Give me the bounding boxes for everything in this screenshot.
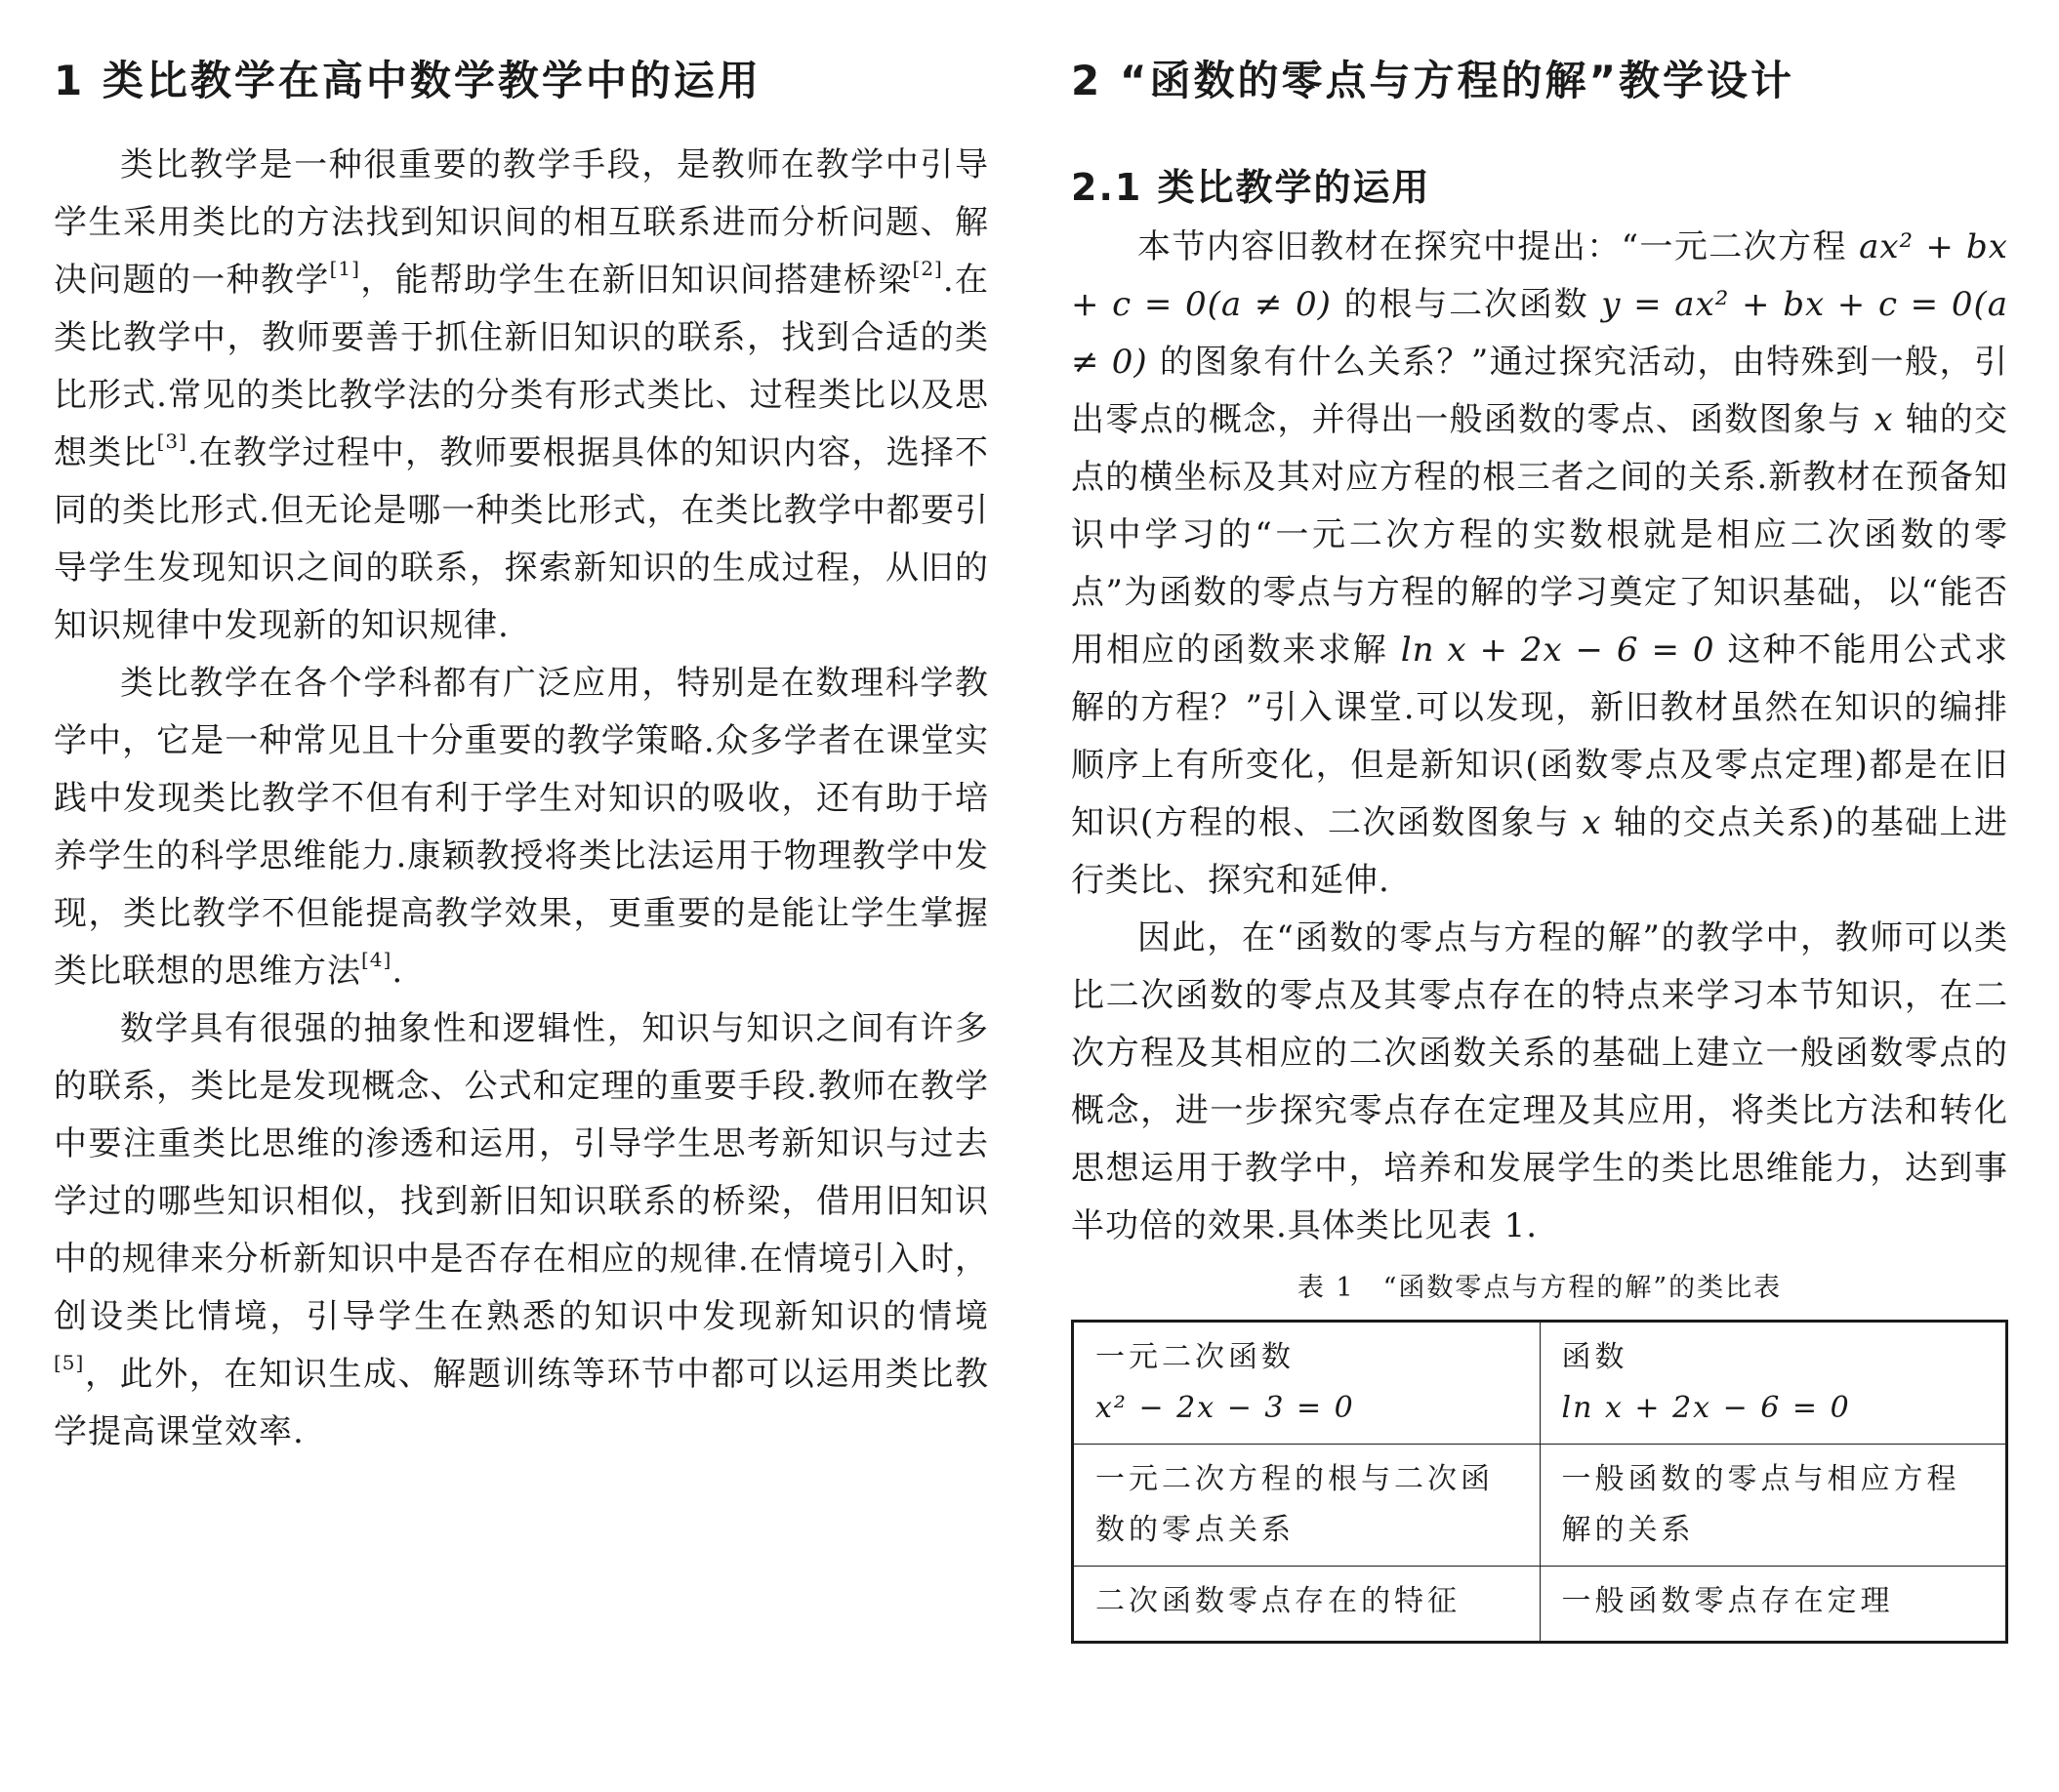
table-cell: 一元二次函数 x² − 2x − 3 = 0 — [1073, 1322, 1541, 1445]
citation-3: [3] — [156, 429, 187, 453]
table-cell: 函数 ln x + 2x − 6 = 0 — [1540, 1322, 2007, 1445]
right-column — [1071, 39, 2008, 1644]
analogy-table — [1071, 1320, 2008, 1644]
citation-2: [2] — [912, 257, 943, 280]
table-row — [1073, 1445, 2007, 1567]
table-row — [1073, 1567, 2007, 1643]
equation-ln: ln x + 2x − 6 = 0 — [1400, 631, 1715, 670]
variable-x: x — [1582, 803, 1602, 842]
citation-1: [1] — [329, 257, 360, 280]
section-1-heading: 1 类比教学在高中数学教学中的运用 — [54, 57, 762, 104]
citation-4: [4] — [361, 948, 392, 971]
table-cell: 一般函数零点存在定理 — [1540, 1567, 2007, 1643]
equation-quadratic-function: y = ax² + bx + c = 0(a ≠ 0) — [1071, 285, 2008, 382]
table-cell: 一般函数的零点与相应方程解的关系 — [1540, 1445, 2007, 1567]
equation-quadratic: ax² + bx + c = 0(a ≠ 0) — [1071, 227, 2008, 324]
left-column — [54, 39, 989, 1461]
section-2-1-heading: 2.1 类比教学的运用 — [1071, 166, 1431, 209]
variable-x: x — [1874, 400, 1894, 439]
table-caption: 表 1 “函数零点与方程的解”的类比表 — [1297, 1273, 1783, 1303]
table-cell: 一元二次方程的根与二次函数的零点关系 — [1073, 1445, 1541, 1567]
table-cell: 二次函数零点存在的特征 — [1073, 1567, 1541, 1643]
section-2-heading: 2 “函数的零点与方程的解”教学设计 — [1071, 57, 1795, 104]
left-paragraph-3: 数学具有很强的抽象性和逻辑性，知识与知识之间有许多的联系，类比是发现概念、公式和定理的重要手段.教师在教学中要注重类比思维的渗透和运用，引导学生思考新知识与过去学过的哪些知识相似，找到新旧知识联系的桥梁，借用旧知识中的规律来分析新知识中是否存在相应的规律.在情境引入时，创设类比情境，引导学生在熟悉的知识中发现新知识的情境[5]，此外，在知识生成、解题训练等环节中都可以运用类比教学提高课堂效率. — [54, 1009, 989, 1451]
table-row — [1073, 1322, 2007, 1445]
left-paragraph-1: 类比教学是一种很重要的教学手段，是教师在教学中引导学生采用类比的方法找到知识间的相互联系进而分析问题、解决问题的一种教学[1]，能帮助学生在新旧知识间搭建桥梁[2].在类比教学中，教师要善于抓住新旧知识的联系，找到合适的类比形式.常见的类比教学法的分类有形式类比、过程类比以及思想类比[3].在教学过程中，教师要根据具体的知识内容，选择不同的类比形式.但无论是哪一种类比形式，在类比教学中都要引导学生发现知识之间的联系，探索新知识的生成过程，从旧的知识规律中发现新的知识规律. — [54, 145, 990, 645]
citation-5: [5] — [54, 1351, 85, 1374]
left-paragraph-2: 类比教学在各个学科都有广泛应用，特别是在数理科学教学中，它是一种常见且十分重要的教学策略.众多学者在课堂实践中发现类比教学不但有利于学生对知识的吸收，还有助于培养学生的科学思维能力.康颖教授将类比法运用于物理教学中发现，类比教学不但能提高教学效果，更重要的是能让学生掌握类比联想的思维方法[4]. — [54, 664, 989, 991]
right-paragraph-2: 因此，在“函数的零点与方程的解”的教学中，教师可以类比二次函数的零点及其零点存在的特点来学习本节知识，在二次方程及其相应的二次函数关系的基础上建立一般函数零点的概念，进一步探究零点存在定理及其应用，将类比方法和转化思想运用于教学中，培养和发展学生的类比思维能力，达到事半功倍的效果.具体类比见表 1. — [1071, 918, 2008, 1245]
right-paragraph-1: 本节内容旧教材在探究中提出：“一元二次方程 ax² + bx + c = 0(a ≠ 0) 的根与二次函数 y = ax² + bx + c = 0(a ≠ 0) 的图象有什么关系？”通过探究活动，由特殊到一般，引出零点的概念，并得出一般函数的零点、函数图象与 x 轴的交点的横坐标及其对应方程的根三者之间的关系.新教材在预备知识中学习的“一元二次方程的实数根就是相应二次函数的零点”为函数的零点与方程的解的学习奠定了知识基础，以“能否用相应的函数来求解 ln x + 2x − 6 = 0 这种不能用公式求解的方程？”引入课堂.可以发现，新旧教材虽然在知识的编排顺序上有所变化，但是新知识(函数零点及零点定理)都是在旧知识(方程的根、二次函数图象与 x 轴的交点关系)的基础上进行类比、探究和延伸. — [1071, 227, 2008, 900]
